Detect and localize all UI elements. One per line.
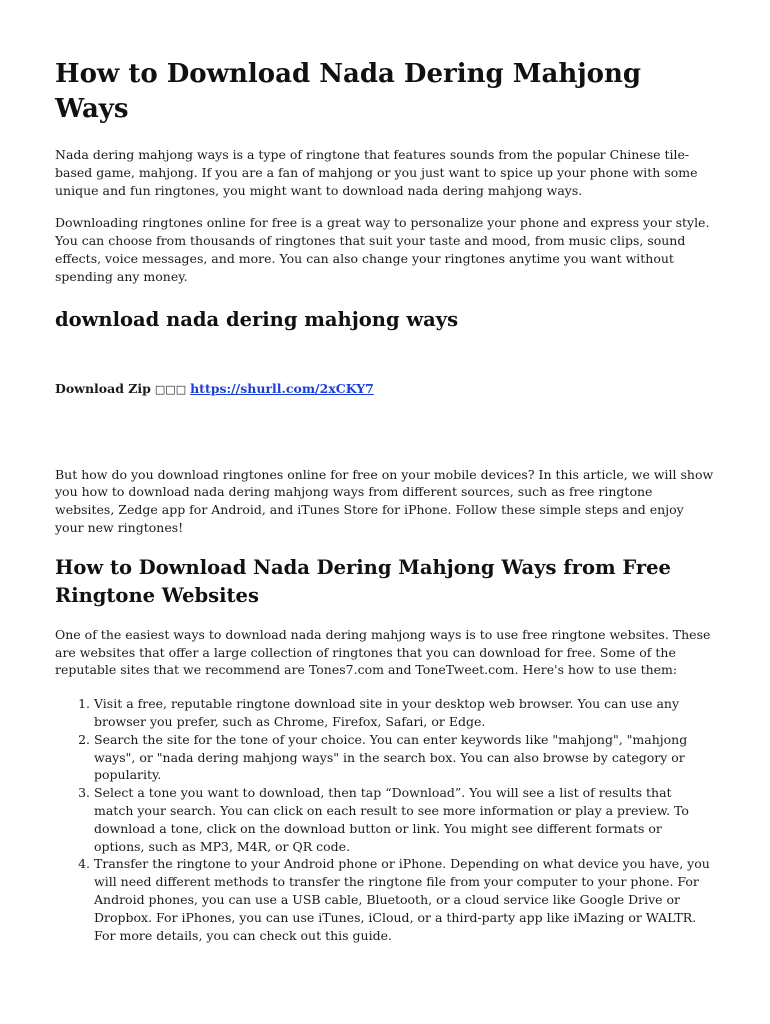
list-item: 3. Select a tone you want to download, then tap “Download”. You will see a list of results that match your search. You can click on each result to see more information or play a preview. To download a tone, click on the download button or link. You might see different formats or options, such as MP3, M4R, or QR code.	[94, 784, 714, 855]
intro-paragraph-1: Nada dering mahjong ways is a type of ringtone that features sounds from the popular Chinese tile-based game, mahjong. If you are a fan of mahjong or you just want to spice up your phone with some unique and fun ringtones, you might want to download nada dering mahjong ways.	[55, 147, 698, 198]
download-section-heading: download nada dering mahjong ways	[55, 307, 459, 331]
intro-paragraph-2: Downloading ringtones online for free is a great way to personalize your phone and express your style. You can choose from thousands of ringtones that suit your taste and mood, from music clips, sound effects, voice messages, and more. You can also change your ringtones anytime you want without spending any money.	[55, 215, 710, 284]
download-link[interactable]: https://shurll.com/2xCKY7	[190, 380, 374, 396]
page-title: How to Download Nada Dering Mahjong Ways	[55, 59, 642, 124]
download-glyphs: □□□	[154, 382, 187, 396]
download-zip-label: Download Zip	[55, 380, 151, 396]
list-item: 2. Search the site for the tone of your choice. You can enter keywords like "mahjong", "mahjong ways", or "nada dering mahjong ways" in the search box. You can also browse by category or popularity.	[94, 731, 714, 784]
free-sites-heading: How to Download Nada Dering Mahjong Ways from Free Ringtone Websites	[55, 555, 671, 607]
list-item: 4. Transfer the ringtone to your Android phone or iPhone. Depending on what device you have, you will need different methods to transfer the ringtone file from your computer to your phone. For Android phones, you can use a USB cable, Bluetooth, or a cloud service like Google Drive or Dropbox. For iPhones, you can use iTunes, iCloud, or a third-party app like iMazing or WALTR. For more details, you can check out this guide.	[94, 855, 714, 944]
after-download-paragraph: But how do you download ringtones online for free on your mobile devices? In this article, we will show you how to download nada dering mahjong ways from different sources, such as free ringtone websites, Zedge app for Android, and iTunes Store for iPhone. Follow these simple steps and enjoy your new ringtones!	[55, 466, 714, 535]
download-line	[55, 380, 714, 399]
steps-list	[55, 695, 714, 944]
list-item: 1. Visit a free, reputable ringtone download site in your desktop web browser. You can use any browser you prefer, such as Chrome, Firefox, Safari, or Edge.	[94, 695, 714, 731]
free-sites-paragraph: One of the easiest ways to download nada dering mahjong ways is to use free ringtone websites. These are websites that offer a large collection of ringtones that you can download for free. Some of the reputable sites that we recommend are Tones7.com and ToneTweet.com. Here's how to use them:	[55, 626, 711, 678]
